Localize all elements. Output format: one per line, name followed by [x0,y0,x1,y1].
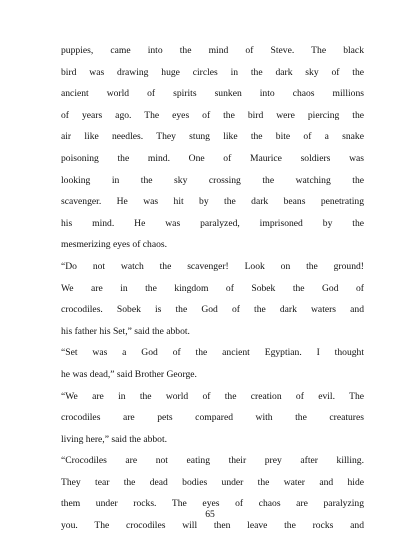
body-text [61,40,364,537]
page-number: 65 [205,509,215,520]
text-line: looking in the sky crossing the watching the [61,174,364,186]
text-line: his father his Set,” said the abbot. [61,325,190,337]
text-line: puppies, came into the mind of Steve. The black [61,45,364,56]
text-line: he was dead,” said Brother George. [61,368,197,380]
text-line: We are in the kingdom of Sobek the God of [61,282,364,294]
text-line: mesmerizing eyes of chaos. [61,239,168,251]
text-line: air like needles. They stung like the bite of a snake [61,131,364,143]
text-line: “Set was a God of the ancient Egyptian. I thought [61,347,364,359]
text-line: They tear the dead bodies under the water and hide [61,476,364,488]
text-line: “Do not watch the scavenger! Look on the ground! [61,260,364,272]
text-line: “We are in the world of the creation of evil. The [61,390,364,402]
text-line: ancient world of spirits sunken into chaos millions [61,88,364,100]
text-line: scavenger. He was hit by the dark beans penetrating [61,196,364,208]
text-line: crocodiles. Sobek is the God of the dark waters and [61,304,364,316]
text-line: them under rocks. The eyes of chaos are paralyzing [61,498,364,510]
text-line: of years ago. The eyes of the bird were piercing the [61,109,364,121]
text-line: crocodiles are pets compared with the creatures [61,412,364,424]
text-line: you. The crocodiles will then leave the rocks and [61,520,364,532]
text-line: poisoning the mind. One of Maurice soldiers was [61,152,364,164]
text-line: his mind. He was paralyzed, imprisoned by the [61,217,364,229]
text-line: “Crocodiles are not eating their prey after killing. [61,455,364,467]
text-line: living here,” said the abbot. [61,433,168,445]
text-line: bird was drawing huge circles in the dark sky of the [61,66,364,78]
